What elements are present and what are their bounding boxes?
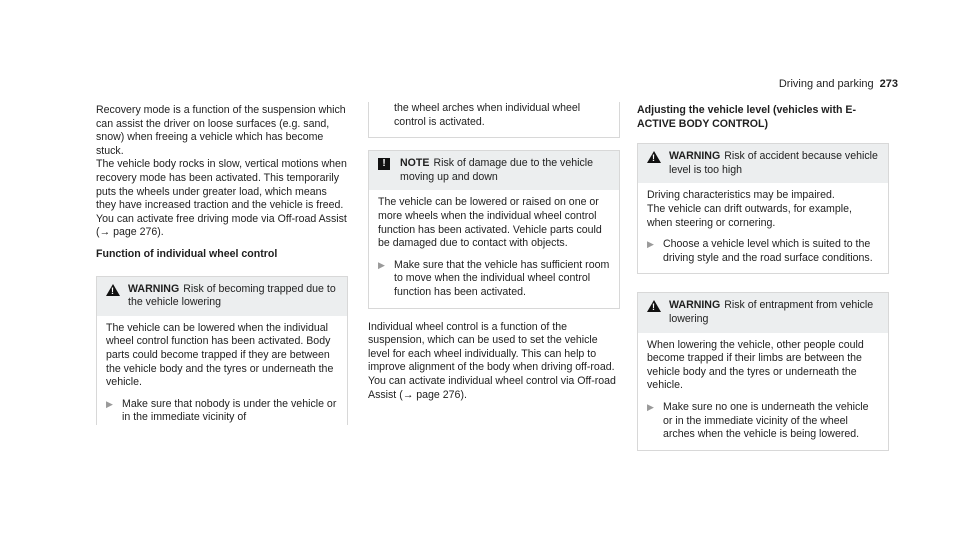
warning-text: The vehicle can be lowered when the individual wheel control function has been activated. Body parts could become trapped if they are between the vehicle body and the tyres or underneath the vehicle. [106, 321, 334, 389]
warning-header [638, 293, 888, 332]
warning-triangle-icon [647, 151, 661, 163]
step-text-continued: the wheel arches when individual wheel control is activated. [394, 102, 581, 128]
warning-box-continued [368, 102, 620, 138]
warning-title: Risk of becoming trapped due to the vehicle lowering [128, 282, 336, 309]
warning-label: WARNING [669, 299, 721, 312]
arrow-right-icon: ▶ [106, 398, 113, 409]
step-text: Make sure that nobody is under the vehicle or in the immediate vicinity of [122, 397, 337, 424]
note-box [368, 150, 620, 308]
page-header [779, 78, 898, 92]
column-1 [96, 104, 348, 425]
arrow-right-icon: ▶ [647, 239, 654, 250]
warning-triangle-icon [647, 300, 661, 312]
warning-triangle-icon [106, 284, 120, 296]
warning-header [97, 277, 347, 316]
warning-text: When lowering the vehicle, other people could become trapped if their limbs are between the vehicle body and the tyres or underneath the vehicle. [647, 338, 864, 392]
paragraph: You can activate free driving mode via Off-road Assist (→ page 276). [96, 212, 347, 239]
section-heading: Function of individual wheel control [96, 247, 278, 260]
warning-label: WARNING [669, 150, 721, 163]
page-number: 273 [879, 78, 898, 90]
note-label: NOTE [400, 157, 430, 170]
warning-header [638, 144, 888, 183]
warning-box [96, 276, 348, 425]
instruction-step [106, 398, 338, 425]
warning-label: WARNING [128, 282, 180, 295]
column-2 [368, 102, 620, 402]
section-heading: Adjusting the vehicle level (vehicles with E-ACTIVE BODY CONTROL) [637, 104, 856, 130]
step-text: Make sure no one is underneath the vehicle or in the immediate vicinity of the wheel arches when the vehicle is being lowered. [663, 400, 869, 441]
instruction-step [378, 259, 610, 300]
warning-text: Driving characteristics may be impaired. [647, 189, 835, 202]
note-header [369, 151, 619, 190]
step-text: Make sure that the vehicle has sufficient room to move when the individual wheel control function has been activated. [394, 258, 610, 298]
note-text: The vehicle can be lowered or raised on one or more wheels when the individual wheel control function has been activated. Vehicle parts could be damaged due to contact with objects. [378, 196, 602, 250]
paragraph: The vehicle body rocks in slow, vertical motions when recovery mode has been activated. This temporarily puts the wheels under greater load, which means they have increased traction and the vehicle is freed. [96, 158, 347, 212]
paragraph: Recovery mode is a function of the suspension which can assist the driver on loose surfaces (e.g. sand, snow) when freeing a vehicle which has become stuck. [96, 104, 346, 157]
warning-title: Risk of accident because vehicle level is too high [669, 150, 878, 176]
column-3 [637, 104, 889, 451]
arrow-right-icon: ▶ [647, 401, 654, 412]
arrow-right-icon: ▶ [378, 259, 385, 270]
paragraph: You can activate individual wheel control via Off-road Assist (→ page 276). [368, 374, 616, 401]
step-text: Choose a vehicle level which is suited to the driving style and the road surface conditions. [663, 238, 873, 264]
warning-text: The vehicle can drift outwards, for example, when steering or cornering. [647, 202, 852, 229]
note-square-icon: ! [378, 158, 390, 170]
section-title: Driving and parking [778, 78, 874, 90]
instruction-step [647, 401, 879, 442]
instruction-step [647, 238, 879, 265]
paragraph: Individual wheel control is a function of the suspension, which can be used to set the vehicle level for each wheel individually. This can help to improve alignment of the body when driving off-road. [368, 320, 615, 374]
note-title: Risk of damage due to the vehicle moving up and down [400, 157, 594, 183]
warning-box [637, 143, 889, 274]
warning-box [637, 292, 889, 450]
warning-title: Risk of entrapment from vehicle lowering [669, 299, 874, 325]
